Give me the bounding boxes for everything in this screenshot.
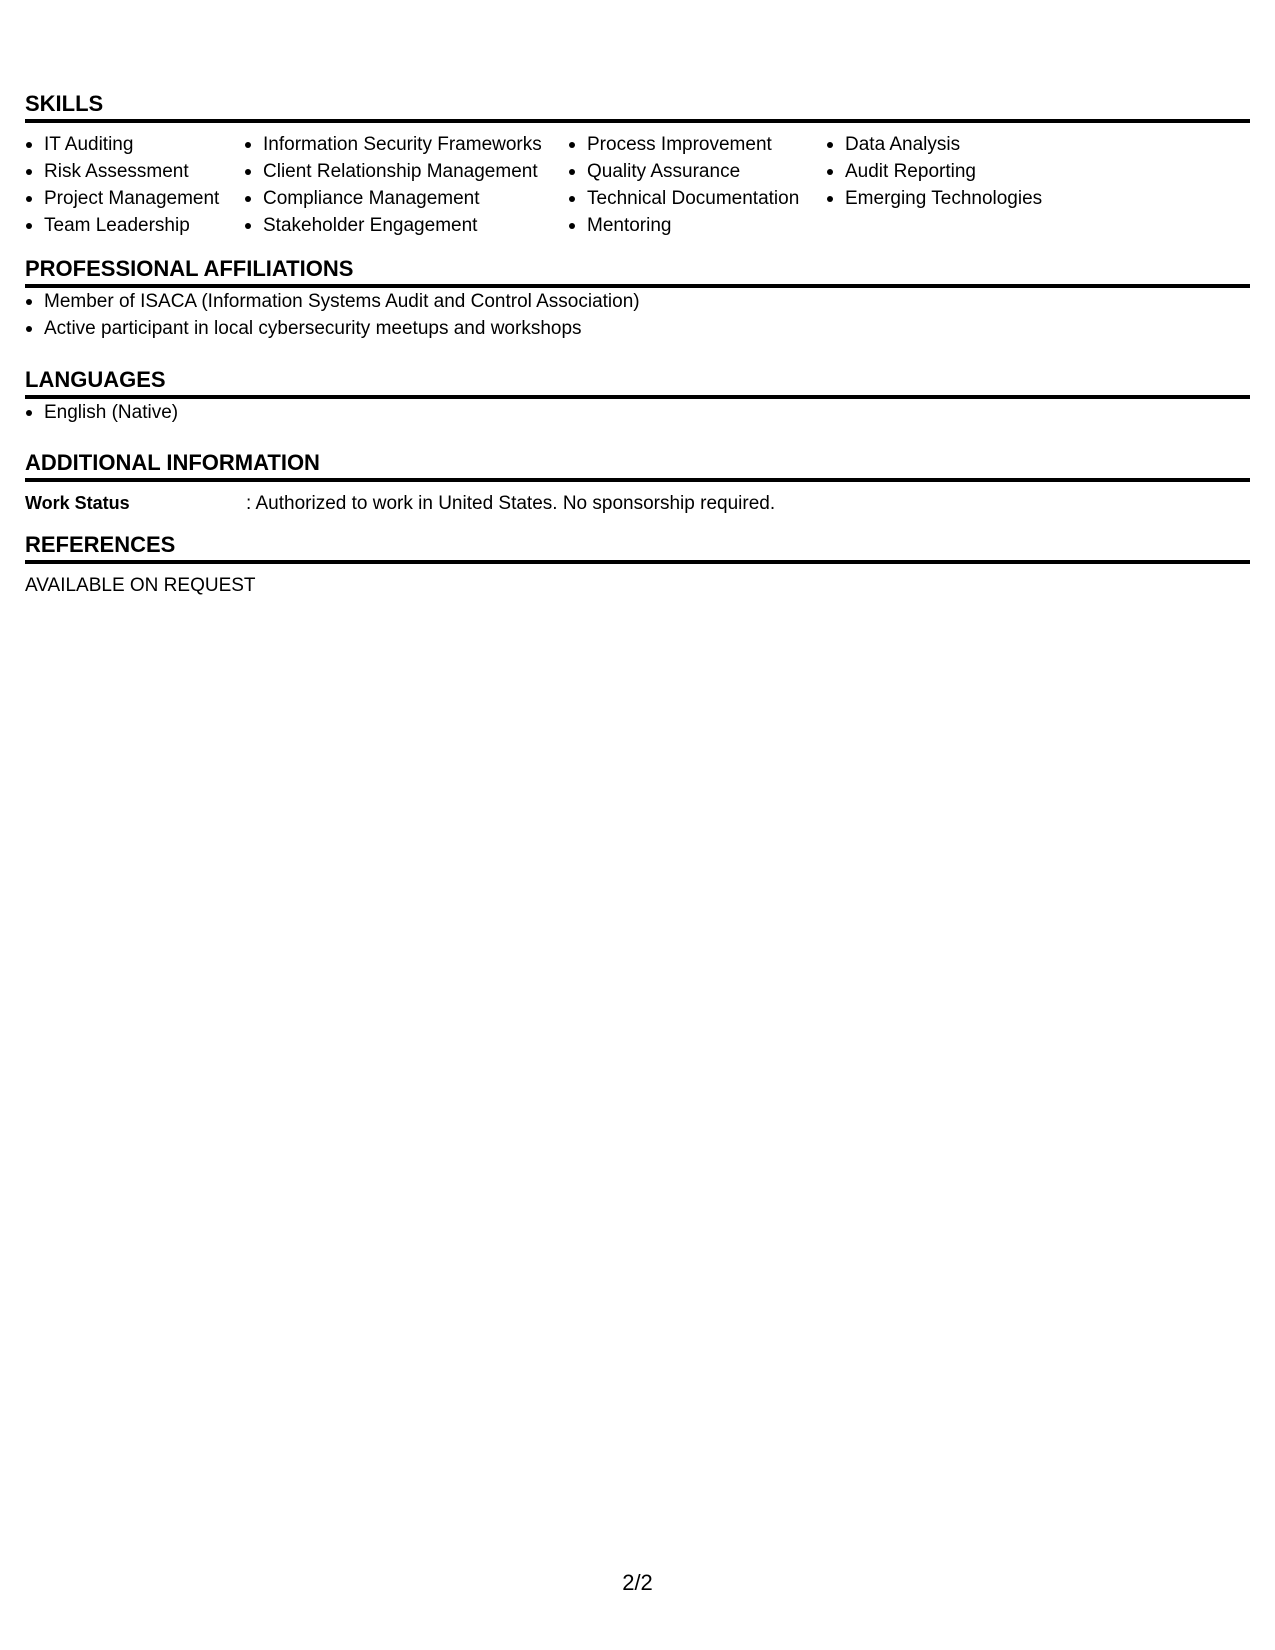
skill-item: Client Relationship Management: [244, 158, 568, 185]
skills-section: [25, 91, 1250, 239]
affiliations-section: [25, 256, 1250, 342]
affiliation-item: Active participant in local cybersecurity meetups and workshops: [25, 315, 1250, 342]
languages-section: [25, 367, 1250, 426]
skill-item: Audit Reporting: [826, 158, 1126, 185]
affiliation-item: Member of ISACA (Information Systems Audit and Control Association): [25, 288, 1250, 315]
language-item: English (Native): [25, 399, 1250, 426]
skill-item: Emerging Technologies: [826, 185, 1126, 212]
affiliations-list: [25, 288, 1250, 342]
skill-item: IT Auditing: [25, 131, 244, 158]
skill-item: Mentoring: [568, 212, 826, 239]
references-heading: REFERENCES: [25, 532, 1250, 564]
skill-item: Technical Documentation: [568, 185, 826, 212]
skill-item: Process Improvement: [568, 131, 826, 158]
languages-heading: LANGUAGES: [25, 367, 1250, 399]
additional-info-heading: ADDITIONAL INFORMATION: [25, 450, 1250, 482]
references-text: AVAILABLE ON REQUEST: [25, 575, 256, 596]
skill-item: Information Security Frameworks: [244, 131, 568, 158]
work-status-label: Work Status: [25, 493, 130, 513]
skills-column-1: [25, 131, 244, 239]
skill-item: Compliance Management: [244, 185, 568, 212]
additional-info-section: [25, 450, 1250, 517]
page-number: 2/2: [622, 1570, 653, 1595]
work-status-value: : Authorized to work in United States. No sponsorship required.: [246, 493, 776, 514]
skills-grid: [25, 131, 1250, 239]
resume-page: [25, 0, 1250, 1650]
work-status-row: [25, 490, 1250, 517]
skills-heading: SKILLS: [25, 91, 1250, 123]
skill-item: Project Management: [25, 185, 244, 212]
skills-column-3: [568, 131, 826, 239]
skill-item: Stakeholder Engagement: [244, 212, 568, 239]
skills-column-2: [244, 131, 568, 239]
skill-item: Team Leadership: [25, 212, 244, 239]
skill-item: Risk Assessment: [25, 158, 244, 185]
affiliations-heading: PROFESSIONAL AFFILIATIONS: [25, 256, 1250, 288]
skill-item: Data Analysis: [826, 131, 1126, 158]
skills-column-4: [826, 131, 1126, 239]
skill-item: Quality Assurance: [568, 158, 826, 185]
languages-list: [25, 399, 1250, 426]
references-section: [25, 532, 1250, 599]
